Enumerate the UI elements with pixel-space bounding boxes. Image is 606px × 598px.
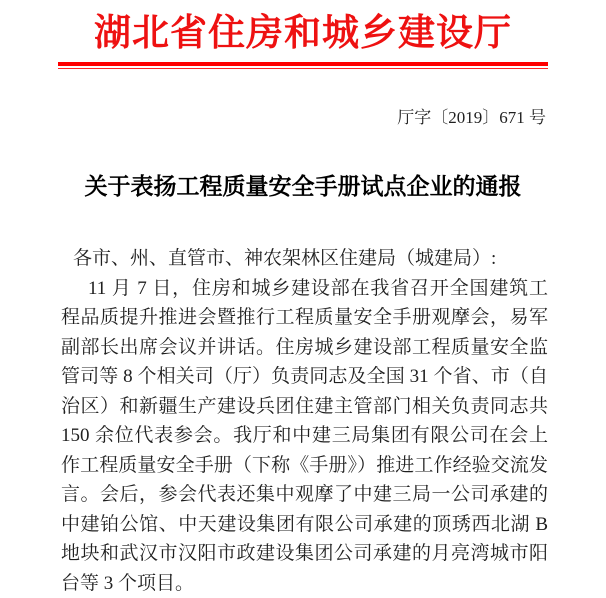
letterhead-divider <box>58 62 548 69</box>
salutation-line: 各市、州、直管市、神农架林区住建局（城建局）: <box>73 244 548 274</box>
document-number: 厅字〔2019〕671 号 <box>0 108 546 128</box>
divider-thin-line <box>58 68 548 69</box>
body-paragraph: 11 月 7 日，住房和城乡建设部在我省召开全国建筑工程品质提升推进会暨推行工程质量安全手册观摩会，易军副部长出席会议并讲话。住房城乡建设部工程质量安全监管司等 8 个相关司（厅）负责同志及全国 31 个省、市（自治区）和新疆生产建设兵团住建主管部门相关负责同志共 150 余位代表参会。我厅和中建三局集团有限公司在会上作工程质量安全手册（下称《手册》）推进工作经验交流发言。会后，参会代表还集中观摩了中建三局一公司承建的中建铂公馆、中天建设集团有限公司承建的顶琇西北湖 B 地块和武汉市汉阳市政建设集团公司承建的月亮湾城市阳台等 3 个项目。 <box>61 274 548 598</box>
divider-thick-line <box>58 62 548 66</box>
document-title: 关于表扬工程质量安全手册试点企业的通报 <box>20 172 586 202</box>
letterhead-org-name: 湖北省住房和城乡建设厅 <box>0 0 606 57</box>
